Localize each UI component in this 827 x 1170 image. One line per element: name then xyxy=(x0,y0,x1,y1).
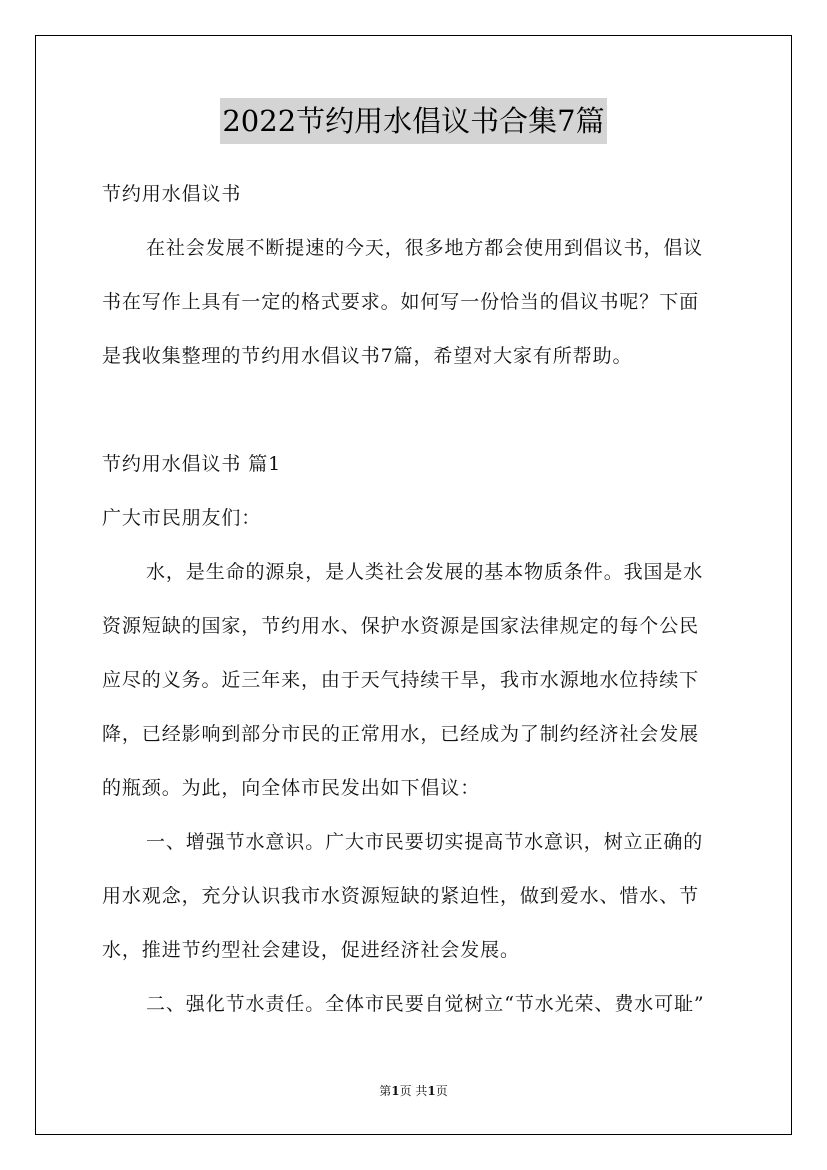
document-title: 2022节约用水倡议书合集7篇 xyxy=(220,98,606,144)
title-container xyxy=(0,98,827,144)
section-heading: 节约用水倡议书 xyxy=(102,183,242,205)
body-line: 水，是生命的源泉，是人类社会发展的基本物质条件。我国是水 xyxy=(146,561,704,583)
subsection-heading: 节约用水倡议书 篇1 xyxy=(102,453,282,475)
body-line: 二、强化节水责任。全体市民要自觉树立“节水光荣、费水可耻” xyxy=(146,993,705,1015)
footer-page-total: 1 xyxy=(427,1084,436,1098)
salutation: 广大市民朋友们： xyxy=(102,507,262,529)
body-line: 资源短缺的国家，节约用水、保护水资源是国家法律规定的每个公民 xyxy=(102,615,700,637)
footer-page-mid: 页 共 xyxy=(399,1084,428,1098)
footer-page-suffix: 页 xyxy=(435,1084,448,1098)
body-line: 水，推进节约型社会建设，促进经济社会发展。 xyxy=(102,939,520,961)
intro-line: 书在写作上具有一定的格式要求。如何写一份恰当的倡议书呢？下面 xyxy=(102,291,700,313)
body-line: 用水观念，充分认识我市水资源短缺的紧迫性，做到爱水、惜水、节 xyxy=(102,885,700,907)
intro-line: 在社会发展不断提速的今天，很多地方都会使用到倡议书，倡议 xyxy=(146,237,704,259)
page-footer xyxy=(0,1083,827,1099)
footer-page-number: 1 xyxy=(391,1084,400,1098)
body-line: 降，已经影响到部分市民的正常用水，已经成为了制约经济社会发展 xyxy=(102,723,700,745)
body-line: 的瓶颈。为此，向全体市民发出如下倡议： xyxy=(102,777,481,799)
intro-line: 是我收集整理的节约用水倡议书7篇，希望对大家有所帮助。 xyxy=(102,345,633,367)
footer-page-prefix: 第 xyxy=(379,1084,392,1098)
body-line: 一、增强节水意识。广大市民要切实提高节水意识，树立正确的 xyxy=(146,831,704,853)
body-line: 应尽的义务。近三年来，由于天气持续干旱，我市水源地水位持续下 xyxy=(102,669,700,691)
